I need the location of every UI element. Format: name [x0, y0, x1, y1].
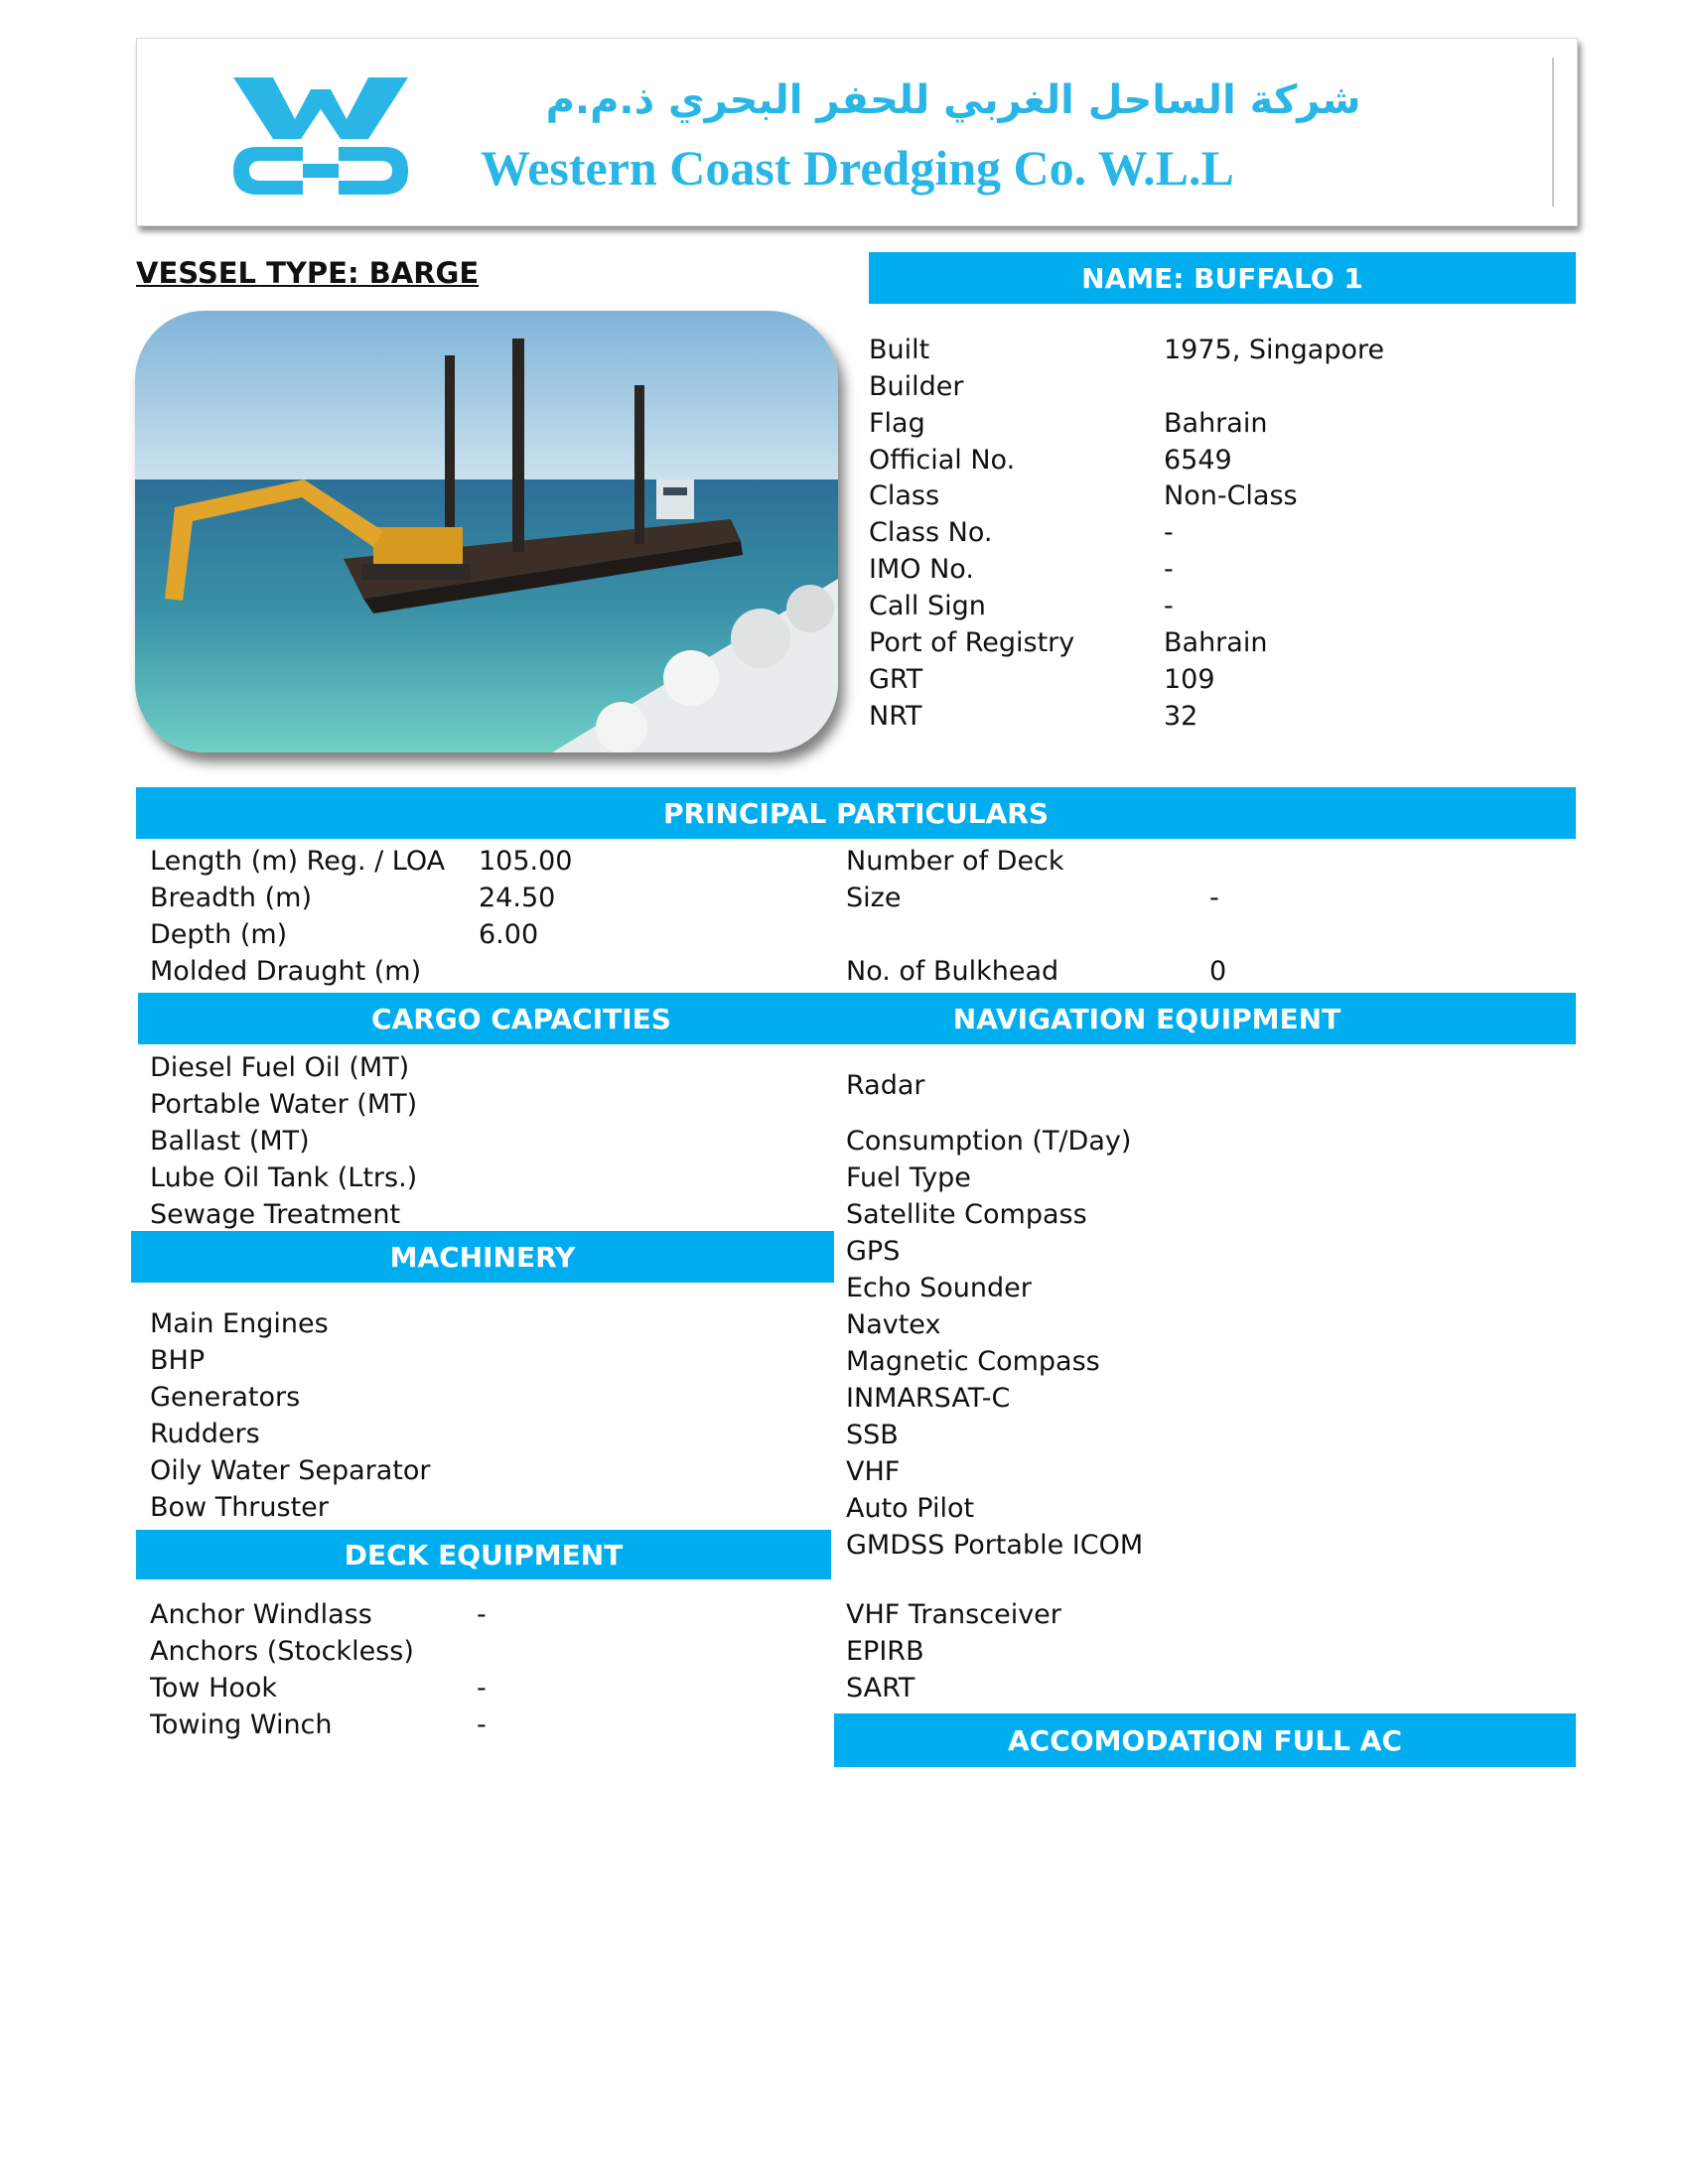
deck-item-label: Tow Hook — [150, 1673, 278, 1704]
banner-divider — [1552, 58, 1554, 206]
navigation-item: Echo Sounder — [846, 1273, 1032, 1303]
machinery-item: Main Engines — [150, 1308, 329, 1339]
principal-value: 6.00 — [479, 919, 539, 950]
detail-value: Non-Class — [1164, 480, 1298, 511]
principal-label: Depth (m) — [150, 919, 288, 950]
detail-label: Built — [869, 335, 930, 365]
detail-value: Bahrain — [1164, 408, 1268, 439]
detail-label: Class No. — [869, 517, 993, 548]
accommodation-bar — [834, 1713, 1576, 1767]
detail-label: Official No. — [869, 445, 1016, 476]
machinery-item: Oily Water Separator — [150, 1455, 431, 1486]
navigation-item: Navtex — [846, 1309, 941, 1340]
detail-value: - — [1164, 591, 1174, 621]
cargo-item: Sewage Treatment — [150, 1199, 401, 1230]
principal-label: Molded Draught (m) — [150, 956, 422, 987]
vessel-photo — [135, 311, 838, 752]
principal-value: 0 — [1209, 956, 1227, 987]
detail-value: - — [1164, 554, 1174, 585]
navigation-item: Radar — [846, 1070, 925, 1101]
principal-value: 105.00 — [479, 846, 573, 877]
machinery-bar — [131, 1231, 834, 1283]
machinery-item: BHP — [150, 1345, 206, 1376]
navigation-item: GPS — [846, 1236, 901, 1267]
detail-value: 1975, Singapore — [1164, 335, 1385, 365]
detail-label: GRT — [869, 664, 923, 695]
company-name: Western Coast Dredging Co. W.L.L — [481, 140, 1234, 196]
machinery-title: MACHINERY — [389, 1240, 576, 1274]
detail-value: 32 — [1164, 701, 1198, 732]
detail-value: 6549 — [1164, 445, 1232, 476]
vessel-name: NAME: BUFFALO 1 — [1081, 261, 1363, 295]
principal-value: 24.50 — [479, 883, 556, 913]
detail-label: IMO No. — [869, 554, 974, 585]
deck-item-value: - — [477, 1673, 487, 1704]
detail-label: Call Sign — [869, 591, 986, 621]
principal-particulars-title: PRINCIPAL PARTICULARS — [662, 796, 1050, 830]
company-arabic-name: شركة الساحل الغربي للحفر البحري ذ.م.م — [545, 77, 1361, 123]
deck-item-value: - — [477, 1599, 487, 1630]
navigation-item: Magnetic Compass — [846, 1346, 1100, 1377]
detail-label: Builder — [869, 371, 964, 402]
navigation-item: Fuel Type — [846, 1162, 971, 1193]
principal-label: Length (m) Reg. / LOA — [150, 846, 446, 877]
deck-equipment-title: DECK EQUIPMENT — [344, 1538, 624, 1571]
navigation-equipment-title: NAVIGATION EQUIPMENT — [952, 1002, 1341, 1035]
detail-value: 109 — [1164, 664, 1215, 695]
deck-item-value: - — [477, 1709, 487, 1740]
detail-label: Port of Registry — [869, 627, 1075, 658]
navigation-item: VHF Transceiver — [846, 1599, 1061, 1630]
deck-item-label: Anchor Windlass — [150, 1599, 372, 1630]
wcd-logo-icon — [233, 71, 432, 203]
navigation-item: Consumption (T/Day) — [846, 1126, 1132, 1157]
detail-label: Class — [869, 480, 940, 511]
navigation-item: SART — [846, 1673, 915, 1704]
cargo-item: Portable Water (MT) — [150, 1089, 418, 1120]
navigation-item: INMARSAT-C — [846, 1383, 1011, 1414]
vessel-name-bar — [869, 252, 1576, 304]
navigation-item: Auto Pilot — [846, 1493, 975, 1524]
principal-label: No. of Bulkhead — [846, 956, 1059, 987]
machinery-item: Rudders — [150, 1419, 260, 1449]
principal-value: - — [1209, 883, 1219, 913]
detail-value: Bahrain — [1164, 627, 1268, 658]
detail-label: Flag — [869, 408, 925, 439]
navigation-item: SSB — [846, 1420, 899, 1450]
cargo-capacities-title: CARGO CAPACITIES — [371, 1002, 671, 1035]
cargo-item: Ballast (MT) — [150, 1126, 310, 1157]
cargo-item: Diesel Fuel Oil (MT) — [150, 1052, 410, 1083]
deck-item-label: Towing Winch — [150, 1709, 333, 1740]
navigation-item: EPIRB — [846, 1636, 924, 1667]
cargo-item: Lube Oil Tank (Ltrs.) — [150, 1162, 418, 1193]
principal-label: Size — [846, 883, 902, 913]
machinery-item: Generators — [150, 1382, 301, 1413]
navigation-item: Satellite Compass — [846, 1199, 1087, 1230]
navigation-item: VHF — [846, 1456, 901, 1487]
detail-value: - — [1164, 517, 1174, 548]
principal-particulars-bar — [136, 787, 1576, 839]
principal-label: Number of Deck — [846, 846, 1064, 877]
detail-label: NRT — [869, 701, 922, 732]
accommodation-title: ACCOMODATION FULL AC — [1008, 1723, 1402, 1757]
vessel-type: VESSEL TYPE: BARGE — [136, 256, 480, 290]
deck-item-label: Anchors (Stockless) — [150, 1636, 414, 1667]
principal-label: Breadth (m) — [150, 883, 312, 913]
machinery-item: Bow Thruster — [150, 1492, 329, 1523]
deck-equipment-bar — [136, 1530, 831, 1579]
navigation-item: GMDSS Portable ICOM — [846, 1530, 1144, 1561]
